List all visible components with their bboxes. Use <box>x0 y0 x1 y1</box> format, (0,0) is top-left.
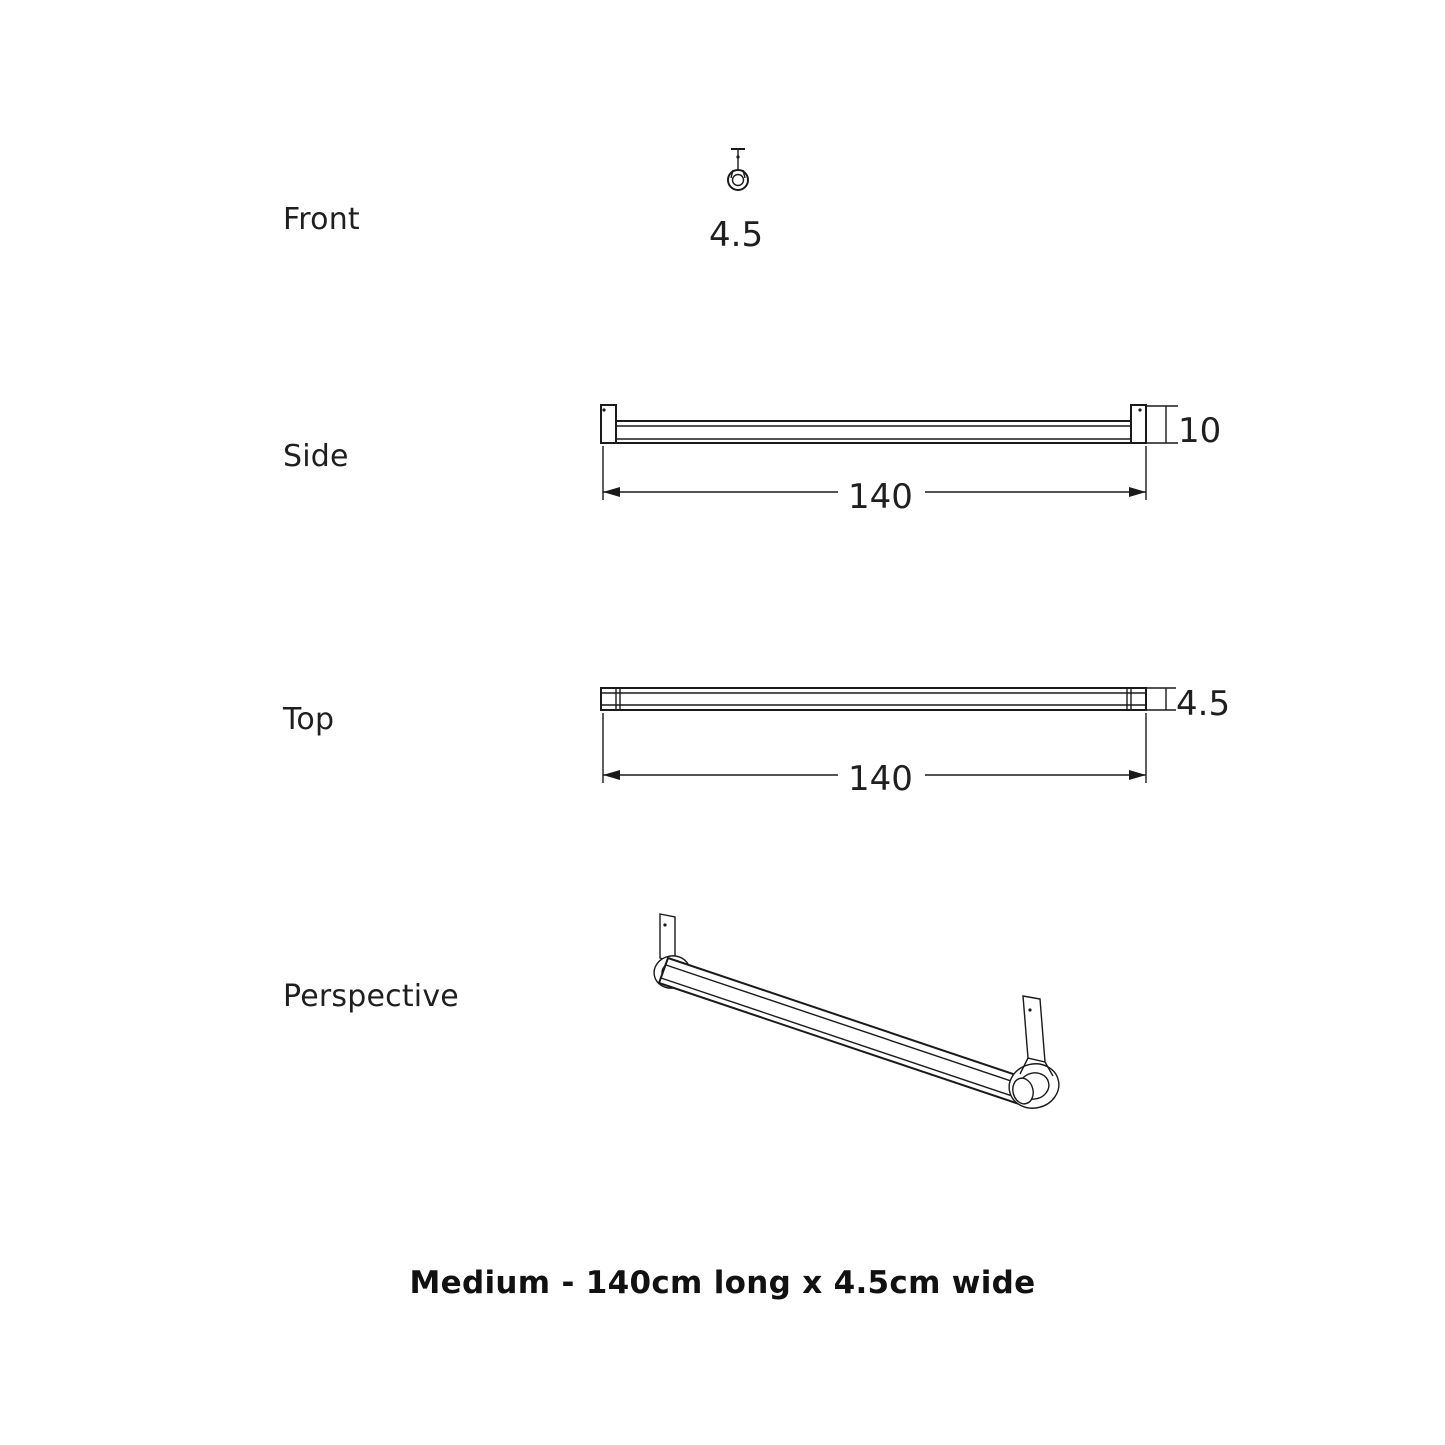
arrow-left-icon <box>603 770 620 780</box>
arrow-left-icon <box>603 487 620 497</box>
arrow-right-icon <box>1129 770 1146 780</box>
dimension-top-length: 140 <box>848 759 913 799</box>
rail-top-plan-icon <box>601 688 1146 710</box>
arrow-right-icon <box>1129 487 1146 497</box>
dimension-side-length: 140 <box>848 477 913 517</box>
rail-perspective-icon <box>651 914 1064 1113</box>
view-label-side: Side <box>283 439 349 474</box>
dimension-top-width-leaders <box>1146 688 1176 710</box>
dimension-front-width: 4.5 <box>709 215 764 255</box>
rail-front-section-icon <box>728 149 748 190</box>
view-label-front: Front <box>283 202 360 237</box>
dimension-side-height-leaders <box>1146 406 1178 443</box>
size-caption: Medium - 140cm long x 4.5cm wide <box>409 1265 1036 1301</box>
view-label-top: Top <box>283 702 335 737</box>
dimension-side-height: 10 <box>1178 411 1222 451</box>
view-label-perspective: Perspective <box>283 979 459 1014</box>
dimension-top-width: 4.5 <box>1176 684 1231 724</box>
rail-side-elevation-icon <box>601 405 1146 443</box>
